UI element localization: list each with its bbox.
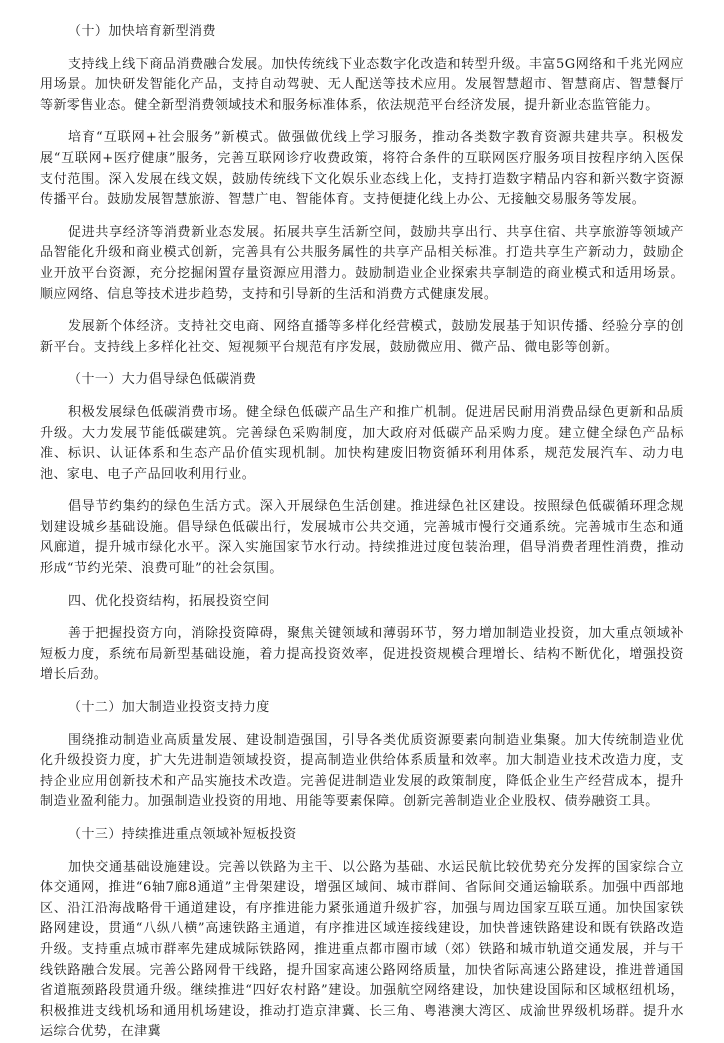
section-heading-manufacturing: （十二）加大制造业投资支持力度: [68, 700, 270, 716]
paragraph: 支持线上线下商品消费融合发展。加快传统线下业态数字化改造和转型升级。丰富5G网络和千兆光网应用场景。加快研发智能化产品，支持自动驾驶、无人配送等技术应用。发展智慧超市、智慧商店、智慧餐厅等新零售业态。健全新型消费领域技术和服务标准体系，依法规范平台经济发展，提升新业态监管能力。: [40, 56, 684, 113]
paragraph: 发展新个体经济。支持社交电商、网络直播等多样化经营模式，鼓励发展基于知识传播、经验分享的创新平台。支持线上多样化社交、短视频平台规范有序发展，鼓励微应用、微产品、微电影等创新。: [40, 319, 684, 355]
section-heading-consumption: （十）加快培育新型消费: [68, 24, 216, 39]
section-heading-green-consumption: （十一）大力倡导绿色低碳消费: [68, 372, 257, 388]
paragraph: 积极发展绿色低碳消费市场。健全绿色低碳产品生产和推广机制。促进居民耐用消费品绿色更新和品质升级。大力发展节能低碳建筑。完善绿色采购制度，加大政府对低碳产品采购力度。建立健全绿色产品标准、标识、认证体系和生态产品价值实现机制。加快构建废旧物资循环利用体系，规范发展汽车、动力电池、家电、电子产品回收利用行业。: [40, 404, 684, 482]
paragraph: 培育“互联网+社会服务”新模式。做强做优线上学习服务，推动各类数字教育资源共建共享。积极发展“互联网+医疗健康”服务，完善互联网诊疗收费政策，将符合条件的互联网医疗服务项目按程序纳入医保支付范围。深入发展在线文娱，鼓励传统线下文化娱乐业态线上化，支持打造数字精品内容和新兴数字资源传播平台。鼓励发展智慧旅游、智慧广电、智能体育。支持便捷化线上办公、无接触交易服务等发展。: [40, 130, 684, 208]
paragraph: 倡导节约集约的绿色生活方式。深入开展绿色生活创建。推进绿色社区建设。按照绿色低碳循环理念规划建设城乡基础设施。倡导绿色低碳出行，发展城市公共交通，完善城市慢行交通系统。完善城市生态和通风廊道，提升城市绿化水平。深入实施国家节水行动。持续推进过度包装治理，倡导消费者理性消费，推动形成“节约光荣、浪费可耻”的社会氛围。: [40, 499, 684, 577]
paragraph: 善于把握投资方向，消除投资障碍，聚焦关键领域和薄弱环节，努力增加制造业投资，加大重点领域补短板力度，系统布局新型基础设施，着力提高投资效率，促进投资规模合理增长、结构不断优化，增强投资增长后劲。: [40, 626, 684, 683]
paragraph: 加快交通基础设施建设。完善以铁路为主干、以公路为基础、水运民航比较优势充分发挥的国家综合立体交通网，推进“6轴7廊8通道”主骨架建设，增强区域间、城市群间、省际间交通运输联系。加强中西部地区、沿江沿海战略骨干通道建设，有序推进能力紧张通道升级扩容，加强与周边国家互联互通。加快国家铁路网建设，贯通“八纵八横”高速铁路主通道，有序推进区域连接线建设，加快普速铁路建设和既有铁路改造升级。支持重点城市群率先建成城际铁路网，推进重点都市圈市域（郊）铁路和城市轨道交通发展，并与干线铁路融合发展。完善公路网骨干线路，提升国家高速公路网络质量，加快省际高速公路建设，推进普通国省道瓶颈路段贯通升级。继续推进“四好农村路”建设。加强航空网络建设，加快建设国际和区域枢纽机场，积极推进支线机场和通用机场建设，推动打造京津冀、长三角、粤港澳大湾区、成渝世界级机场群。提升水运综合优势，在津冀: [40, 859, 684, 1040]
paragraph: 围绕推动制造业高质量发展、建设制造强国，引导各类优质资源要素向制造业集聚。加大传统制造业优化升级投资力度，扩大先进制造领域投资，提高制造业供给体系质量和效率。加大制造业技术改造力度，支持企业应用创新技术和产品实施技术改造。完善促进制造业发展的政策制度，降低企业生产经营成本，提升制造业盈利能力。加强制造业投资的用地、用能等要素保障。创新完善制造业企业股权、债券融资工具。: [40, 732, 684, 810]
chapter-heading-investment: 四、优化投资结构，拓展投资空间: [68, 593, 270, 609]
section-heading-key-areas: （十三）持续推进重点领域补短板投资: [68, 827, 297, 842]
paragraph: 促进共享经济等消费新业态发展。拓展共享生活新空间，鼓励共享出行、共享住宿、共享旅游等领域产品智能化升级和商业模式创新，完善具有公共服务属性的共享产品相关标准。打造共享生产新动力，鼓励企业开放平台资源，充分挖掘闲置存量资源应用潜力。鼓励制造业企业探索共享制造的商业模式和适用场景。顺应网络、信息等技术进步趋势，支持和引导新的生活和消费方式健康发展。: [40, 224, 684, 302]
